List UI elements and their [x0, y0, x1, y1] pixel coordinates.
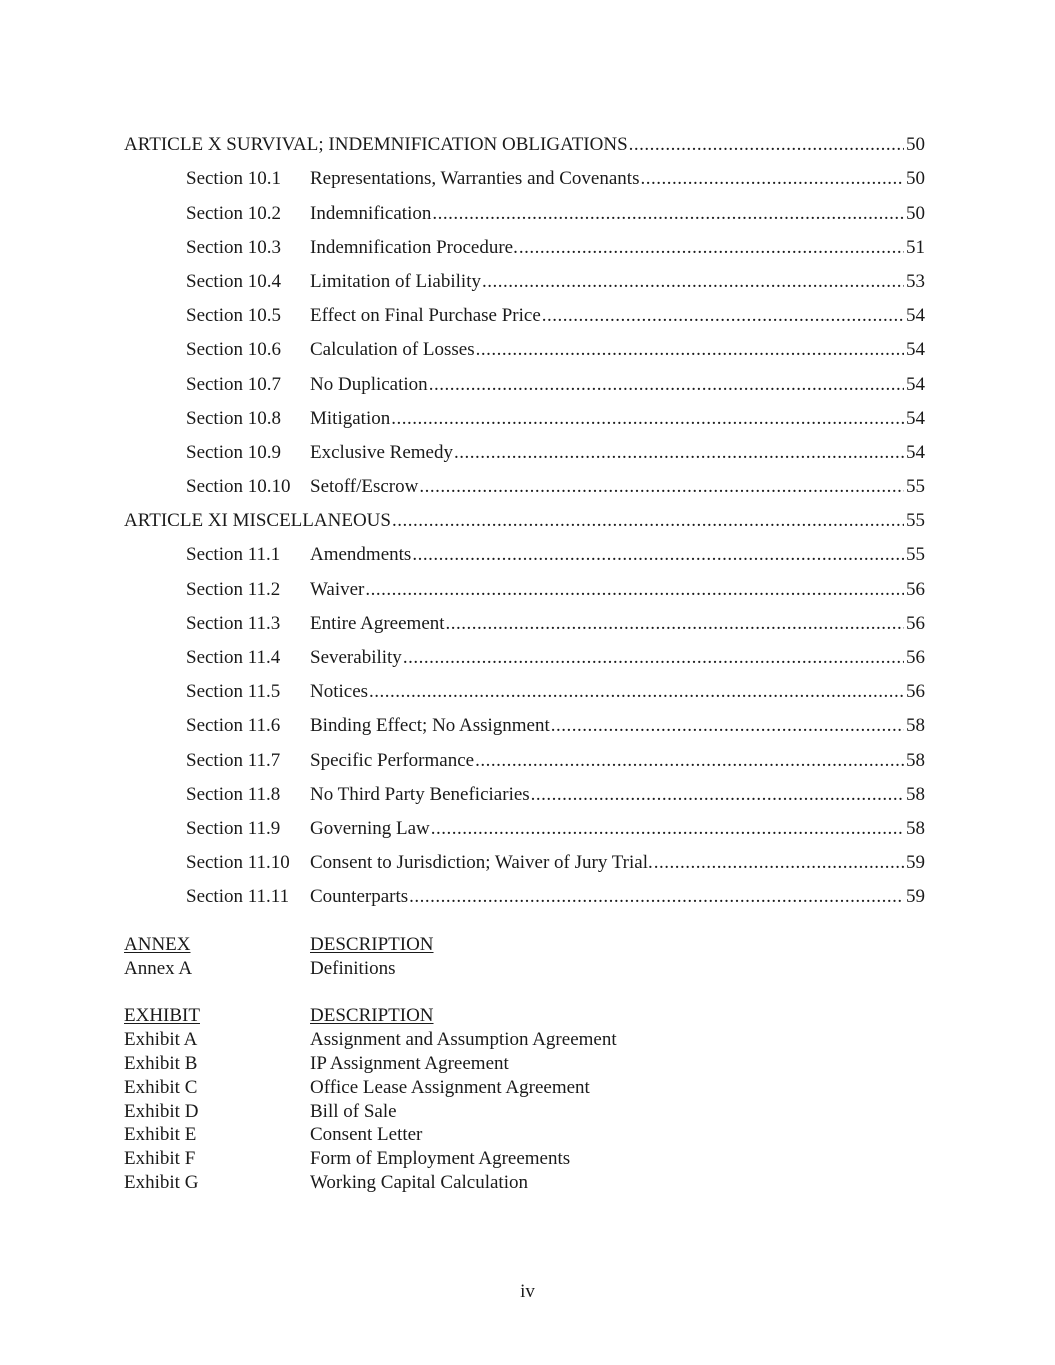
page-number: iv — [520, 1281, 535, 1302]
dot-leader — [365, 580, 904, 599]
annex-id: Annex A — [124, 957, 193, 979]
dot-leader — [531, 785, 904, 804]
toc-entry-title: Effect on Final Purchase Price — [310, 305, 541, 327]
toc-section-number: Section 11.9 — [186, 817, 281, 839]
exhibit-description: Office Lease Assignment Agreement — [310, 1076, 590, 1098]
toc-section-entry — [124, 223, 925, 257]
toc-page-number: 50 — [906, 134, 925, 156]
toc-page-number: 56 — [906, 647, 925, 668]
toc-section-number: Section 11.3 — [186, 612, 281, 634]
toc-section-entry — [124, 257, 925, 291]
exhibit-id: Exhibit F — [124, 1148, 196, 1170]
annex-header — [124, 933, 824, 957]
toc-page-number: 54 — [906, 373, 925, 395]
annex-list — [124, 933, 824, 981]
exhibit-row — [124, 1171, 824, 1195]
toc-section-number: Section 10.2 — [186, 202, 281, 224]
dot-leader — [429, 375, 904, 394]
exhibit-description: Assignment and Assumption Agreement — [310, 1028, 617, 1050]
toc-entry-title: Indemnification — [310, 202, 432, 224]
toc-section-number: Section 10.6 — [186, 339, 281, 361]
toc-section-number: Section 11.1 — [186, 544, 281, 566]
exhibit-id: Exhibit C — [124, 1076, 198, 1098]
toc-entry-title: Amendments — [310, 544, 412, 566]
dot-leader — [454, 443, 904, 462]
exhibit-row — [124, 1123, 824, 1147]
toc-section-entry — [124, 325, 925, 359]
toc-section-number: Section 11.7 — [186, 749, 281, 771]
toc-section-entry — [124, 462, 925, 496]
toc-section-number: Section 11.6 — [186, 715, 281, 737]
toc-section-entry — [124, 872, 925, 906]
toc-page-number: 58 — [906, 715, 925, 737]
toc-section-entry — [124, 359, 925, 393]
toc-page-number: 56 — [906, 578, 925, 600]
exhibit-description: Working Capital Calculation — [310, 1172, 528, 1194]
toc-page-number: 59 — [906, 852, 925, 874]
toc-entry-title: Notices — [310, 681, 369, 703]
dot-leader — [629, 135, 904, 154]
exhibit-header-description: DESCRIPTION — [310, 1005, 434, 1026]
exhibit-description: Consent Letter — [310, 1124, 423, 1146]
toc-section-entry — [124, 530, 925, 564]
toc-page-number: 50 — [906, 202, 925, 224]
toc-section-number: Section 11.8 — [186, 783, 281, 805]
exhibit-header — [124, 1004, 824, 1028]
toc-section-entry — [124, 633, 925, 667]
dot-leader — [391, 409, 904, 428]
toc-section-number: Section 11.5 — [186, 681, 281, 703]
exhibit-id: Exhibit G — [124, 1172, 199, 1194]
exhibit-id: Exhibit A — [124, 1028, 198, 1050]
toc-section-entry — [124, 188, 925, 222]
toc-entry-title: Limitation of Liability — [310, 270, 481, 292]
dot-leader — [640, 169, 904, 188]
toc-entry-title: Exclusive Remedy — [310, 441, 453, 463]
toc-page-number: 51 — [906, 236, 925, 258]
toc-entry-title: Counterparts — [310, 886, 409, 908]
toc-entry-title: ARTICLE XI MISCELLANEOUS — [124, 510, 391, 532]
toc-entry-title: Consent to Jurisdiction; Waiver of Jury Trial. — [310, 852, 653, 874]
dot-leader — [475, 751, 904, 770]
toc-section-number: Section 11.4 — [186, 647, 281, 668]
exhibit-id: Exhibit E — [124, 1124, 197, 1146]
dot-leader — [403, 648, 904, 667]
toc-page-number: 55 — [906, 510, 925, 532]
annex-header-description: DESCRIPTION — [310, 934, 434, 955]
toc-article-entry — [124, 120, 925, 154]
toc-section-number: Section 10.9 — [186, 441, 281, 463]
toc-entry-title: No Third Party Beneficiaries — [310, 783, 530, 805]
dot-leader — [431, 819, 904, 838]
toc-entry-title: Severability — [310, 647, 402, 668]
dot-leader — [446, 614, 904, 633]
exhibit-row — [124, 1028, 824, 1052]
toc-section-entry — [124, 154, 925, 188]
toc-entry-title: Governing Law — [310, 817, 430, 839]
exhibit-description: Bill of Sale — [310, 1100, 397, 1122]
toc-entry-title: Mitigation — [310, 407, 391, 429]
dot-leader — [654, 853, 904, 872]
toc-page-number: 59 — [906, 886, 925, 908]
toc-section-entry — [124, 770, 925, 804]
toc-section-number: Section 10.1 — [186, 168, 281, 190]
exhibit-id: Exhibit B — [124, 1052, 198, 1074]
toc-page-number: 54 — [906, 339, 925, 361]
toc-section-entry — [124, 838, 925, 872]
toc-section-entry — [124, 735, 925, 769]
toc-page-number: 54 — [906, 305, 925, 327]
toc-article-entry — [124, 496, 925, 530]
toc-section-entry — [124, 564, 925, 598]
toc-page-number: 54 — [906, 407, 925, 429]
toc-entry-title: No Duplication — [310, 373, 428, 395]
toc-entry-title: Binding Effect; No Assignment — [310, 715, 550, 737]
toc-page-number: 56 — [906, 681, 925, 703]
toc-section-entry — [124, 667, 925, 701]
toc-page-number: 58 — [906, 749, 925, 771]
toc-section-entry — [124, 291, 925, 325]
dot-leader — [482, 272, 904, 291]
toc-section-number: Section 10.4 — [186, 270, 281, 292]
exhibit-header-label: EXHIBIT — [124, 1005, 200, 1026]
exhibit-id: Exhibit D — [124, 1100, 199, 1122]
annex-description: Definitions — [310, 957, 396, 979]
dot-leader — [551, 716, 904, 735]
toc-entry-title: Representations, Warranties and Covenants — [310, 168, 640, 190]
toc-section-entry — [124, 428, 925, 462]
toc-page-number: 50 — [906, 168, 925, 190]
dot-leader — [392, 511, 904, 530]
toc-section-number: Section 10.7 — [186, 373, 281, 395]
toc-entry-title: Entire Agreement — [310, 612, 445, 634]
annex-header-label: ANNEX — [124, 934, 191, 955]
toc-entry-title: ARTICLE X SURVIVAL; INDEMNIFICATION OBLIGATIONS — [124, 134, 628, 156]
dot-leader — [412, 545, 904, 564]
dot-leader — [542, 306, 904, 325]
toc-page-number: 56 — [906, 612, 925, 634]
toc-section-number: Section 10.3 — [186, 236, 281, 258]
dot-leader — [369, 682, 904, 701]
toc-page-number: 55 — [906, 476, 925, 498]
toc-section-entry — [124, 394, 925, 428]
dot-leader — [519, 238, 904, 257]
toc-entry-title: Specific Performance — [310, 749, 475, 771]
exhibit-list — [124, 1004, 824, 1195]
exhibit-row — [124, 1147, 824, 1171]
toc-page-number: 53 — [906, 270, 925, 292]
toc-page-number: 58 — [906, 817, 925, 839]
toc-page-number: 54 — [906, 441, 925, 463]
exhibit-description: Form of Employment Agreements — [310, 1148, 571, 1170]
toc-section-number: Section 11.11 — [186, 886, 290, 908]
table-of-contents — [124, 120, 925, 906]
toc-section-entry — [124, 804, 925, 838]
toc-section-number: Section 10.5 — [186, 305, 281, 327]
exhibit-row — [124, 1100, 824, 1124]
toc-section-number: Section 10.8 — [186, 407, 281, 429]
toc-entry-title: Calculation of Losses — [310, 339, 475, 361]
dot-leader — [409, 887, 904, 906]
dot-leader — [432, 204, 904, 223]
annex-row — [124, 957, 824, 981]
dot-leader — [476, 340, 904, 359]
dot-leader — [419, 477, 904, 496]
toc-page-number: 55 — [906, 544, 925, 566]
exhibit-description: IP Assignment Agreement — [310, 1052, 509, 1074]
toc-section-entry — [124, 701, 925, 735]
toc-entry-title: Setoff/Escrow — [310, 476, 419, 498]
toc-section-number: Section 11.10 — [186, 852, 290, 874]
exhibit-row — [124, 1052, 824, 1076]
toc-section-number: Section 10.10 — [186, 476, 291, 498]
toc-page-number: 58 — [906, 783, 925, 805]
toc-entry-title: Waiver — [310, 578, 365, 600]
toc-entry-title: Indemnification Procedure. — [310, 236, 518, 258]
toc-section-entry — [124, 599, 925, 633]
exhibit-row — [124, 1076, 824, 1100]
toc-section-number: Section 11.2 — [186, 578, 281, 600]
